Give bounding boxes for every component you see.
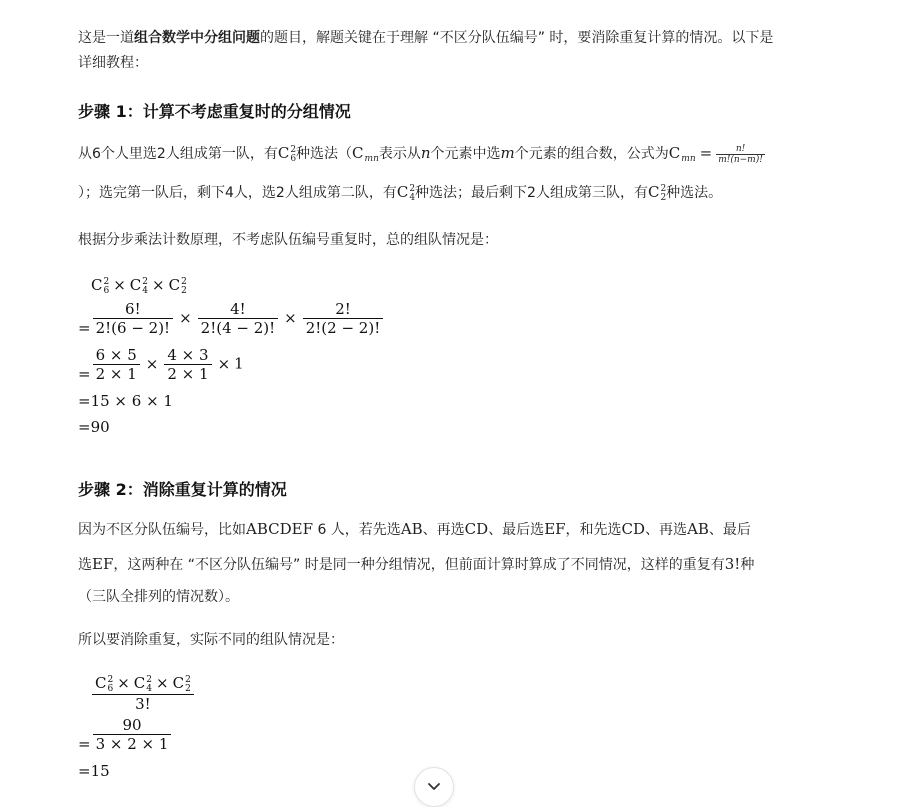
eq2-row-3: =15: [78, 762, 110, 780]
chevron-down-icon: [427, 782, 441, 792]
math-cd: CD: [621, 520, 646, 538]
scroll-down-button[interactable]: [414, 767, 454, 807]
text: 、最后选: [488, 522, 545, 538]
text: 因为不区分队伍编号，比如: [78, 522, 246, 538]
math-ef: EF: [544, 520, 566, 538]
step1-heading: 步骤 1：计算不考虑重复时的分组情况: [78, 102, 351, 121]
math-m: m: [500, 144, 515, 162]
math-ab: AB: [400, 520, 423, 538]
math-abcdef: ABCDEF: [246, 520, 313, 538]
text: 个元素中选: [430, 146, 501, 162]
intro-text: 的题目，解题关键在于理解 “不区分队伍编号” 时，要消除重复计算的情况。以下是: [260, 30, 774, 46]
step2-heading: 步骤 2：消除重复计算的情况: [78, 480, 287, 499]
eq-row-2: = $\frac{6!}{2!(6 - 2)!}$ × $\frac{4!}{2!(4 - 2)!}$ × $\frac{2!}{2!(2 - 2)!}$: [78, 300, 385, 337]
eq-row-1: C 2 6 × C 2 4 × C 2 2: [91, 276, 187, 296]
text: ，这两种在 “不区分队伍编号” 时是同一种分组情况，但前面计算时算成了不同情况，这样的重复有: [113, 557, 725, 573]
intro-line-1: [78, 28, 773, 48]
math-n: n: [420, 144, 431, 162]
step2-paragraph-line2: [78, 554, 754, 575]
text: 、再选: [422, 522, 465, 538]
text: 选: [78, 557, 92, 573]
math-c62: C 2 6: [277, 144, 297, 164]
intro-text: 这是一道: [78, 30, 134, 46]
text: 种选法。: [666, 185, 723, 201]
text: 表示从: [378, 146, 421, 162]
text: 、最后: [708, 522, 751, 538]
intro-bold: 组合数学中分组问题: [134, 30, 260, 46]
step2-paragraph-line4: 所以要消除重复，实际不同的组队情况是：: [78, 632, 344, 648]
math-3-factorial: 3!: [724, 555, 741, 573]
text: 种选法；最后剩下2人组成第三队，有: [415, 185, 648, 201]
text: 、再选: [645, 522, 688, 538]
math-cd: CD: [464, 520, 489, 538]
text: ，和先选: [565, 522, 622, 538]
text: 种选法（: [296, 146, 353, 162]
math-cnm: Cmn: [352, 144, 379, 164]
math-ef: EF: [92, 555, 114, 573]
text: ）；选完第一队后，剩下4人，选2人组成第二队，有: [78, 185, 397, 201]
eq2-row-1: C 2 6 × C 2 4 × C 2 2 3!: [90, 674, 196, 713]
step1-paragraph-line1: [78, 143, 765, 165]
eq-row-5: =90: [78, 418, 110, 436]
step2-paragraph-line3: （三队全排列的情况数）。: [78, 589, 239, 605]
step1-paragraph-line3: 根据分步乘法计数原理，不考虑队伍编号重复时，总的组队情况是：: [78, 232, 498, 248]
math-c22: C 2 2: [647, 183, 667, 203]
text: 种: [740, 557, 755, 573]
eq-row-4: =15 × 6 × 1: [78, 392, 173, 410]
step2-paragraph-line1: [78, 519, 751, 540]
math-formula: Cmn = $\frac{n!}{m!(n-m)!}$: [668, 143, 763, 165]
text: 从6个人里选2人组成第一队，有: [78, 146, 278, 162]
math-c42: C 2 4: [396, 183, 416, 203]
eq2-row-2: = $\frac{90}{3 \times 2 \times 1}$: [78, 716, 173, 753]
step1-paragraph-line2: [78, 182, 722, 203]
text: 个元素的组合数，公式为: [514, 146, 669, 162]
eq-row-3: = $\frac{6 \times 5}{2 \times 1}$ × $\frac{4 \times 3}{2 \times 1}$ × 1: [78, 346, 244, 383]
intro-line-2: 详细教程：: [78, 55, 148, 71]
math-ab: AB: [687, 520, 709, 538]
text: 6 人，若先选: [313, 522, 401, 538]
